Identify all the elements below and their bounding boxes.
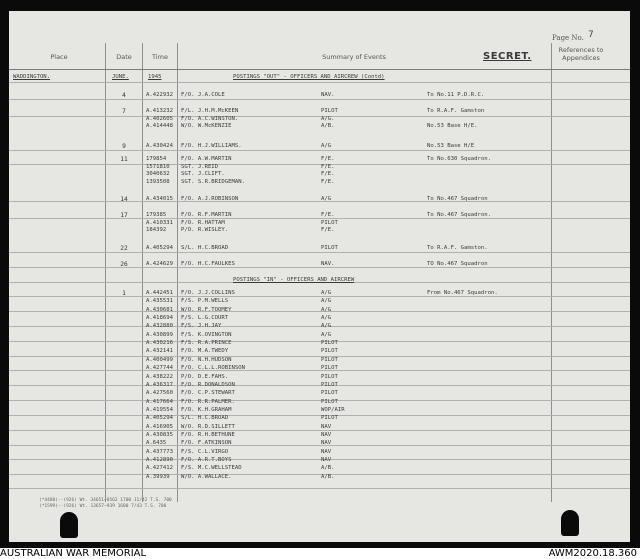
service-number: A.432880 [146, 323, 173, 330]
rank-and-name: F/S. P.M.WELLS [181, 298, 229, 305]
ruled-line [9, 459, 630, 460]
rank-and-name: F/O. R.HATTAM [181, 219, 225, 226]
rank-and-name: F/S. J.H.JAY [181, 323, 222, 330]
entry-day: 9 [122, 143, 126, 150]
service-number: 1393508 [146, 178, 170, 185]
rank-and-name: F/O. M.A.TWEDY [181, 348, 229, 355]
page-number-label: Page No. [552, 34, 584, 42]
service-number: A.442451 [146, 290, 173, 296]
ruled-line [9, 218, 630, 219]
rank-and-name: F/O. C.L.L.ROBINSON [181, 365, 245, 372]
form-sheet [9, 11, 630, 542]
entry-day: 14 [120, 196, 128, 203]
aircrew-category: PILOT [321, 356, 338, 363]
section-out-heading: POSTINGS "OUT" - OFFICERS AND AIRCREW (Contd) [233, 74, 385, 80]
rank-and-name: F/S. M.C.WELLSTEAD [181, 465, 242, 472]
posting-destination: From No.467 Squadron. [427, 290, 498, 296]
ruled-line [9, 99, 630, 100]
rank-and-name: S/L. H.C.BROAD [181, 245, 229, 251]
service-number: 184392 [146, 227, 167, 234]
rank-and-name: F/O. J.J.COLLINS [181, 290, 235, 296]
rank-and-name: F/O. R.R.PALMER. [181, 398, 235, 405]
printer-imprint: (*4488)--(926) Wt. 34651—8562 1700 11/42 T.S. 700 (*1599)--(926) Wt. 13657—939 1600 7/43 T.S. 700 [39, 498, 172, 509]
service-number: A.430681 [146, 306, 173, 313]
aircrew-category: F/E. [321, 163, 335, 170]
ruled-line [9, 311, 630, 312]
column-rule [105, 43, 106, 502]
ruled-line [9, 385, 630, 386]
entry-day: 7 [122, 108, 126, 115]
service-number: A.39939 [146, 473, 170, 480]
rank-and-name: F/O. K.H.GRAHAM [181, 406, 232, 413]
aircrew-category: F/E. [321, 171, 335, 178]
rank-and-name: SGT. J.CLIFT. [181, 171, 225, 178]
posting-destination: To No.11 P.D.R.C. [427, 92, 485, 98]
aircrew-category: WOP/AIR [321, 406, 345, 413]
header-place: Place [50, 53, 68, 61]
credit-institution: AUSTRALIAN WAR MEMORIAL [0, 548, 147, 559]
column-rule [142, 43, 143, 502]
rank-and-name: P/O. R.WISLEY. [181, 227, 229, 234]
aircrew-category: PILOT [321, 340, 338, 347]
aircrew-category: A/B. [321, 473, 335, 480]
ruled-line [9, 370, 630, 371]
ruled-line [9, 341, 630, 342]
binder-hole [60, 512, 78, 538]
ruled-line [9, 150, 630, 151]
service-number: A.427744 [146, 365, 173, 372]
service-number: A.427412 [146, 465, 173, 472]
page-number: 7 [588, 30, 594, 40]
posting-destination: To R.A.F. Gamston. [427, 245, 488, 251]
ruled-line [9, 252, 630, 253]
ruled-line [9, 356, 630, 357]
aircrew-category: PILOT [321, 373, 338, 380]
aircrew-category: A/G [321, 298, 332, 305]
service-number: A.400499 [146, 356, 173, 363]
year: 1945 [148, 74, 162, 80]
aircrew-category: A/G [321, 143, 332, 149]
rank-and-name: F/O. N.H.HUDSON [181, 356, 232, 363]
aircrew-category: PILOT [321, 108, 338, 114]
service-number: A.416905 [146, 423, 173, 430]
rank-and-name: F/O. R.F.MARTIN [181, 212, 232, 218]
ruled-line [9, 430, 630, 431]
section-in-heading: POSTINGS "IN" - OFFICERS AND AIRCREW [233, 277, 355, 283]
service-number: A.419554 [146, 406, 173, 413]
posting-destination: No.53 Base H/E [427, 143, 475, 149]
ruled-line [9, 474, 630, 475]
ruled-line [9, 82, 630, 83]
service-number: 3040632 [146, 171, 170, 178]
entry-day: 26 [120, 261, 128, 268]
service-number: A.414448 [146, 123, 173, 130]
aircrew-category: PILOT [321, 390, 338, 397]
service-number: 179385 [146, 212, 167, 218]
aircrew-category: A/G. [321, 115, 335, 122]
aircrew-category: A/G [321, 290, 332, 296]
aircrew-category: PILOT [321, 415, 338, 422]
aircrew-category: A/B. [321, 465, 335, 472]
aircrew-category: A/G [321, 196, 332, 202]
posting-destination: To No.467 Squadron. [427, 212, 491, 218]
aircrew-category: NAV [321, 457, 332, 463]
ruled-line [9, 201, 630, 202]
service-number: A.422932 [146, 92, 173, 98]
aircrew-category: PILOT [321, 381, 338, 388]
service-number: A.6435 [146, 440, 167, 447]
rank-and-name: W/O. W.McKENZIE [181, 123, 232, 130]
service-number: 1571810 [146, 163, 170, 170]
service-number: A.438222 [146, 373, 173, 380]
rank-and-name: F/O. A.W.MARTIN [181, 156, 232, 162]
place: WADDINGTON. [13, 74, 51, 80]
header-rule [9, 69, 630, 70]
entry-day: 1 [122, 290, 126, 297]
aircrew-category: F/E. [321, 178, 335, 185]
rank-and-name: S/L. H.C.BROAD [181, 415, 229, 422]
aircrew-category: F/E. [321, 212, 335, 218]
header-time: Time [152, 53, 168, 61]
aircrew-category: NAV [321, 431, 332, 438]
rank-and-name: SGT. S.R.BRIDGEMAN. [181, 178, 245, 185]
rank-and-name: W/O. R.D.SILLETT [181, 423, 235, 430]
rank-and-name: F/S. K.OVINGTON [181, 331, 232, 338]
ruled-line [9, 488, 630, 489]
ruled-line [9, 326, 630, 327]
aircrew-category: PILOT [321, 245, 338, 251]
rank-and-name: P/O. D.E.FAHS. [181, 373, 229, 380]
aircrew-category: PILOT [321, 365, 338, 372]
rank-and-name: F/O. R.H.BETHUNE [181, 431, 235, 438]
classification-stamp: SECRET. [483, 51, 532, 62]
rank-and-name: F/S. L.G.COURT [181, 315, 229, 322]
posting-destination: To No.630 Squadron. [427, 156, 491, 162]
service-number: A.430899 [146, 331, 173, 338]
rank-and-name: F/O. R.DONALDSON [181, 381, 235, 388]
ruled-line [9, 415, 630, 416]
service-number: A.432141 [146, 348, 173, 355]
header-references: References to Appendices [558, 46, 604, 62]
header-date: Date [116, 53, 132, 61]
aircrew-category: NAV [321, 423, 332, 430]
service-number: A.418694 [146, 315, 173, 322]
service-number: A.437773 [146, 448, 173, 455]
service-number: A.436317 [146, 381, 173, 388]
column-rule [551, 43, 552, 502]
rank-and-name: F/O. A.R.T.BOYS [181, 457, 232, 463]
entry-day: 11 [120, 156, 128, 163]
rank-and-name: F/O. F.ATKINSON [181, 440, 232, 447]
service-number: 179854 [146, 156, 167, 162]
rank-and-name: W/O. R.F.TOOMEY [181, 306, 232, 313]
aircrew-category: PILOT [321, 398, 338, 405]
posting-destination: To R.A.F. Gamston [427, 108, 485, 114]
service-number: A.435531 [146, 298, 173, 305]
binder-hole [561, 510, 579, 536]
aircrew-category: NAV. [321, 92, 335, 98]
month: JUNE. [112, 74, 129, 80]
ruled-line [9, 296, 630, 297]
credit-accession: AWM2020.18.360 [548, 548, 637, 559]
service-number: A.402605 [146, 115, 173, 122]
aircrew-category: NAV [321, 448, 332, 455]
column-rule [177, 43, 178, 502]
rank-and-name: SGT. J.REID [181, 163, 219, 170]
service-number: A.424629 [146, 261, 173, 267]
posting-destination: To No.467 Squadron [427, 196, 488, 202]
entry-day: 17 [120, 212, 128, 219]
entry-day: 22 [120, 245, 128, 252]
service-number: A.417664 [146, 398, 173, 405]
service-number: A.405294 [146, 415, 173, 422]
service-number: A.413232 [146, 108, 173, 114]
rank-and-name: F/L. J.H.M.McKEEN [181, 108, 239, 114]
rank-and-name: F/O. H.J.WILLIAMS. [181, 143, 242, 149]
aircrew-category: NAV. [321, 261, 335, 267]
ruled-line [9, 445, 630, 446]
ruled-line [9, 400, 630, 401]
posting-destination: No.53 Base H/E. [427, 123, 478, 130]
rank-and-name: F/O. A.C.WINSTON. [181, 115, 239, 122]
service-number: A.434015 [146, 196, 173, 202]
rank-and-name: F/O. C.P.STEWART [181, 390, 235, 397]
aircrew-category: F/E. [321, 227, 335, 234]
aircrew-category: NAV [321, 440, 332, 447]
rank-and-name: F/S. R.A.PRINCE [181, 340, 232, 347]
rank-and-name: F/O. J.A.COLE [181, 92, 225, 98]
aircrew-category: PILOT [321, 219, 338, 226]
rank-and-name: F/O. H.C.FAULKES [181, 261, 235, 267]
service-number: A.412890 [146, 457, 173, 463]
aircrew-category: PILOT [321, 348, 338, 355]
service-number: A.430424 [146, 143, 173, 149]
ruled-line [9, 116, 630, 117]
service-number: A.410331 [146, 219, 173, 226]
posting-destination: TO No.467 Squadron [427, 261, 488, 267]
service-number: A.430835 [146, 431, 173, 438]
aircrew-category: A/B. [321, 123, 335, 130]
aircrew-category: A/G [321, 331, 332, 338]
rank-and-name: W/O. A.WALLACE. [181, 473, 232, 480]
service-number: A.405294 [146, 245, 173, 251]
entry-day: 4 [122, 92, 126, 99]
rank-and-name: F/O. A.J.ROBINSON [181, 196, 239, 202]
aircrew-category: A/G [321, 306, 332, 313]
ruled-line [9, 267, 630, 268]
rank-and-name: F/S. C.L.VIRGO [181, 448, 229, 455]
aircrew-category: A/G [321, 323, 332, 330]
service-number: A.427560 [146, 390, 173, 397]
header-summary: Summary of Events [322, 53, 386, 61]
service-number: A.430216 [146, 340, 173, 347]
ruled-line [9, 164, 630, 165]
aircrew-category: F/E. [321, 156, 335, 162]
aircrew-category: A/G [321, 315, 332, 322]
